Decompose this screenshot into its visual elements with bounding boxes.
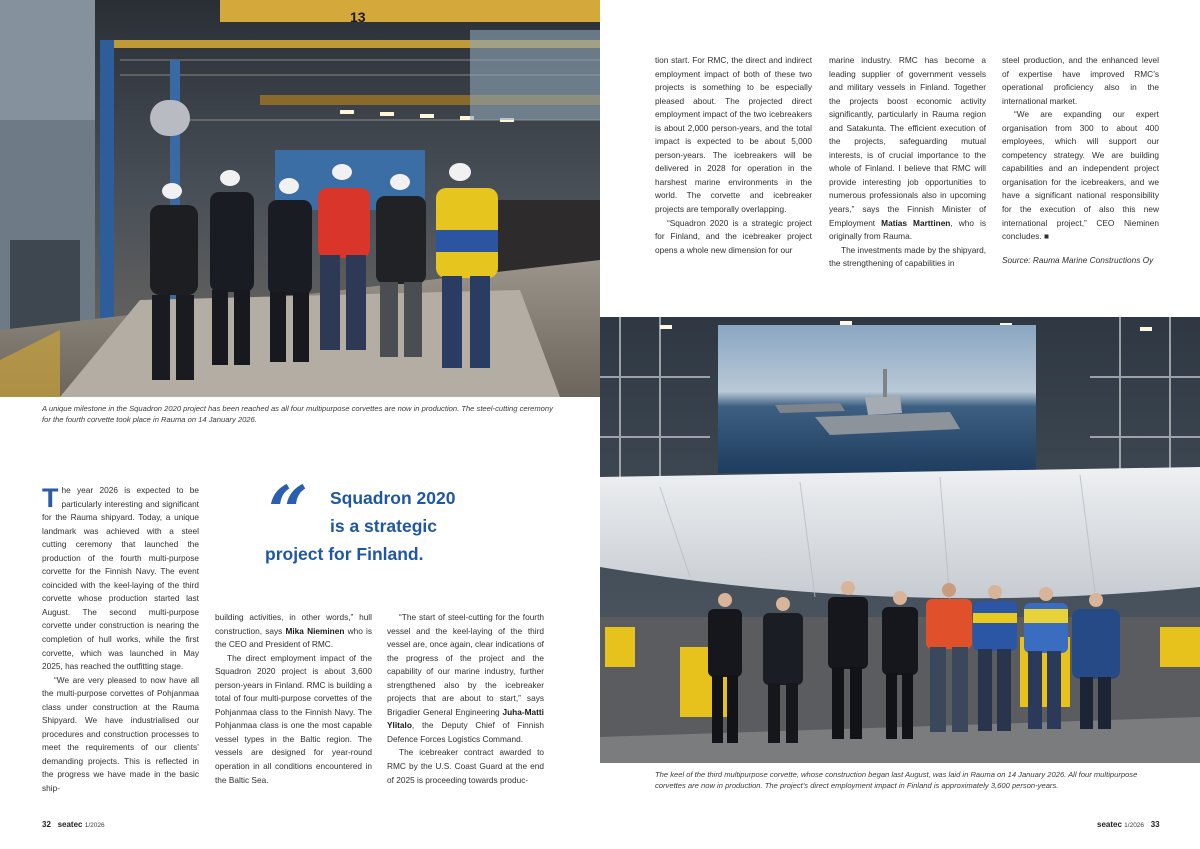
pull-quote-line: is a strategic — [330, 516, 437, 536]
steel-cutting-ceremony-photo — [0, 0, 600, 397]
article-paragraph: “We are expanding our expert organisation from 300 to about 400 employees, which will support our competency strategy. We are building capabilities and an independent project organisation for the icebreakers, and we have a significant national responsibility for the execution of also this new international project,” CEO Nieminen concludes. ■ — [1002, 109, 1159, 242]
person-name: Matias Marttinen — [881, 217, 951, 228]
quote-mark-icon: “ — [268, 470, 305, 553]
article-column-2 — [215, 611, 372, 787]
source-credit: Source: Rauma Marine Constructions Oy — [1002, 254, 1154, 265]
article-text: , the Deputy Chief of Finnish Defence Forces Logistics Command. — [387, 720, 544, 744]
article-text: marine industry. RMC has become a leading supplier of government vessels and military vessels in Finland. Together the projects boost economic activity significantly, particularly in Rauma region and Satakunta. The efficient execution of the projects, safeguarding mutual interests, is of crucial importance to the whole of Finland. I believe that RMC will provide interesting job opportunities to numerous professionals also in upcoming years,” says the Finnish Minister of Employment — [829, 55, 986, 228]
issue-number: 1/2026 — [84, 822, 105, 829]
article-text: , who is originally from Rauma. — [829, 217, 987, 242]
article-paragraph: The investments made by the shipyard, the strengthening of capabilities in — [829, 244, 986, 269]
article-column-1 — [42, 484, 199, 796]
article-paragraph: The direct employment impact of the Squadron 2020 project is about 3,600 person-years in Finland. RMC is building a total of four multi-purpose corvettes of the Pohjanmaa class to the Finnish Navy. The Pohjanmaa class is one the most capable vessel types in the Baltic region. The vessels are designed for year-round operation in all conditions encountered in the Baltic Sea. — [215, 652, 372, 785]
article-column-4 — [655, 54, 812, 257]
photo-caption-left: A unique milestone in the Squadron 2020 project has been reached as all four multipurpose corvettes are now in production. The steel-cutting ceremony for the fourth corvette took place in Rauma on 14 January 2026. — [42, 404, 553, 425]
person-name: Juha-Matti Ylitalo — [387, 706, 544, 731]
article-text: building activities, in other words,” hull construction, says — [215, 612, 372, 636]
article-paragraph: he year 2026 is expected to be particularly interesting and significant for the Rauma shipyard. Today, a unique landmark was achieved with a steel cutting ceremony that launched the production of the fourth multi-purpose corvette for the Finnish Navy. The event coincided with the keel-laying of the third corvette whose production started last August. The second multi-purpose corvette under construction is nearing the completion of hull works, while the first corvette, which was launched in May 2025, has reached the outfitting stage. — [42, 485, 199, 672]
pull-quote — [262, 470, 502, 574]
magazine-brand: seatec — [57, 820, 83, 829]
article-paragraph: tion start. For RMC, the direct and indirect employment impact of both of these two projects is something to be especially pleased about. The projected direct employment impact of the two icebreakers is about 2,000 person-years, and the total impact is expected to be about 5,000 person-years. The icebreakers will be delivered in 2028 for operation in the harshest marine environments in the world. The corvette and icebreaker projects are temporally overlapping. — [655, 55, 812, 215]
person-name: Mika Nieminen — [285, 625, 345, 636]
issue-number: 1/2026 — [1124, 822, 1145, 829]
page-number: 33 — [1150, 820, 1160, 829]
article-text: who is the CEO and President of RMC. — [215, 625, 372, 650]
article-paragraph: “We are very pleased to now have all the multi-purpose corvettes of Pohjanmaa class under construction at the Rauma Shipyard. We have industrialised our procedures and construction processes to meet the requirements of our clients’ demanding projects. This is reflected in the progress we have made in the basic ship- — [42, 674, 199, 794]
magazine-brand: seatec — [1097, 820, 1122, 829]
pull-quote-line: project for Finland. — [265, 544, 424, 564]
page-number: 32 — [42, 820, 51, 829]
folio-left — [42, 820, 105, 829]
keel-laying-photo — [600, 317, 1200, 763]
pull-quote-line: Squadron 2020 — [330, 488, 456, 508]
folio-right — [1097, 820, 1160, 829]
article-column-3 — [387, 611, 544, 787]
article-paragraph: “Squadron 2020 is a strategic project for Finland, and the icebreaker project opens a whole new dimension for our — [655, 217, 812, 255]
hall-sign-number: 13 — [350, 9, 366, 25]
drop-cap: T — [42, 483, 59, 513]
article-column-6 — [1002, 54, 1159, 267]
article-column-5 — [829, 54, 986, 271]
article-paragraph: The icebreaker contract awarded to RMC by the U.S. Coast Guard at the end of 2025 is proceeding towards produc- — [387, 747, 544, 785]
article-text: “The start of steel-cutting for the fourth vessel and the keel-laying of the third vessel are, once again, clear indications of the progress of the project and the capability of our marine industry, further strengthened also by the icebreaker projects that are about to start,” says Brigadier General Engineering — [387, 612, 544, 717]
photo-caption-right: The keel of the third multipurpose corvette, whose construction began last August, was laid in Rauma on 14 January 2026. All four multipurpose corvettes are now in production. The project’s direct employment impact in Finland is approximately 3,600 person-years. — [655, 770, 1138, 791]
article-paragraph: steel production, and the enhanced level of expertise have improved RMC’s operational proficiency also in the international market. — [1002, 55, 1159, 106]
